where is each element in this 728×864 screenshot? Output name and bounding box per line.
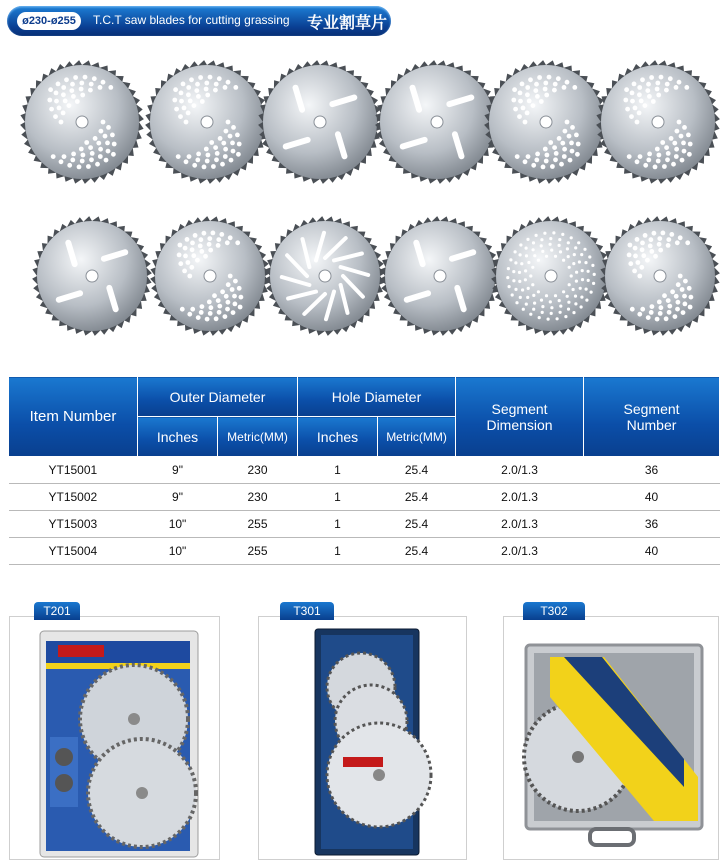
saw-blade-slot	[29, 213, 155, 339]
cell-mm: 255	[218, 511, 298, 538]
header-outer-inches: Inches	[138, 417, 218, 457]
page-title-chinese: 专业割草片	[307, 15, 388, 32]
cell-item: YT15001	[9, 457, 138, 484]
cell-dim: 2.0/1.3	[456, 484, 584, 511]
cell-hmm: 25.4	[378, 511, 456, 538]
cell-hmm: 25.4	[378, 538, 456, 565]
cell-mm: 230	[218, 457, 298, 484]
header-segment-number: Segment Number	[584, 377, 720, 457]
cell-in: 9"	[138, 484, 218, 511]
package-t302-image	[504, 617, 718, 859]
package-t301	[258, 616, 467, 860]
package-t301-image	[259, 617, 466, 859]
cell-hin: 1	[298, 484, 378, 511]
cell-hmm: 25.4	[378, 484, 456, 511]
cell-in: 10"	[138, 538, 218, 565]
saw-blade-dotted	[17, 57, 147, 187]
cell-dim: 2.0/1.3	[456, 457, 584, 484]
table-row	[9, 538, 720, 565]
saw-blade-dotted	[481, 57, 611, 187]
header-outer-metric: Metric(MM)	[218, 417, 298, 457]
package-t201	[9, 616, 220, 860]
header-hole-diameter: Hole Diameter	[298, 377, 456, 417]
cell-num: 40	[584, 538, 720, 565]
cell-dim: 2.0/1.3	[456, 511, 584, 538]
header-segment-dimension: Segment Dimension	[456, 377, 584, 457]
package-label-t201: T201	[34, 602, 80, 620]
saw-blade-dotted	[593, 57, 723, 187]
cell-dim: 2.0/1.3	[456, 538, 584, 565]
table-row	[9, 457, 720, 484]
cell-item: YT15002	[9, 484, 138, 511]
cell-hmm: 25.4	[378, 457, 456, 484]
saw-blade-dotted	[142, 57, 272, 187]
cell-num: 36	[584, 511, 720, 538]
cell-hin: 1	[298, 538, 378, 565]
spec-table	[8, 376, 720, 565]
table-row	[9, 511, 720, 538]
header-outer-diameter: Outer Diameter	[138, 377, 298, 417]
header-hole-inches: Inches	[298, 417, 378, 457]
header-banner	[7, 6, 391, 36]
cell-in: 10"	[138, 511, 218, 538]
header-hole-metric: Metric(MM)	[378, 417, 456, 457]
saw-blade-dotted	[597, 213, 723, 339]
cell-mm: 255	[218, 538, 298, 565]
cell-mm: 230	[218, 484, 298, 511]
cell-num: 36	[584, 457, 720, 484]
package-label-t301: T301	[280, 602, 334, 620]
cell-hin: 1	[298, 511, 378, 538]
header-item-number: Item Number	[9, 377, 138, 457]
cell-num: 40	[584, 484, 720, 511]
saw-blade-slot	[377, 213, 503, 339]
cell-in: 9"	[138, 457, 218, 484]
cell-item: YT15003	[9, 511, 138, 538]
cell-hin: 1	[298, 457, 378, 484]
package-t201-image	[10, 617, 219, 859]
diameter-range-badge: ø230-ø255	[17, 12, 81, 30]
package-t302	[503, 616, 719, 860]
cell-item: YT15004	[9, 538, 138, 565]
table-row	[9, 484, 720, 511]
package-label-t302: T302	[523, 602, 585, 620]
saw-blade-dotted	[147, 213, 273, 339]
saw-blade-star	[488, 213, 614, 339]
saw-blade-slot	[255, 57, 385, 187]
saw-blade-swirl	[262, 213, 388, 339]
page-title: T.C.T saw blades for cutting grassing	[93, 13, 290, 27]
